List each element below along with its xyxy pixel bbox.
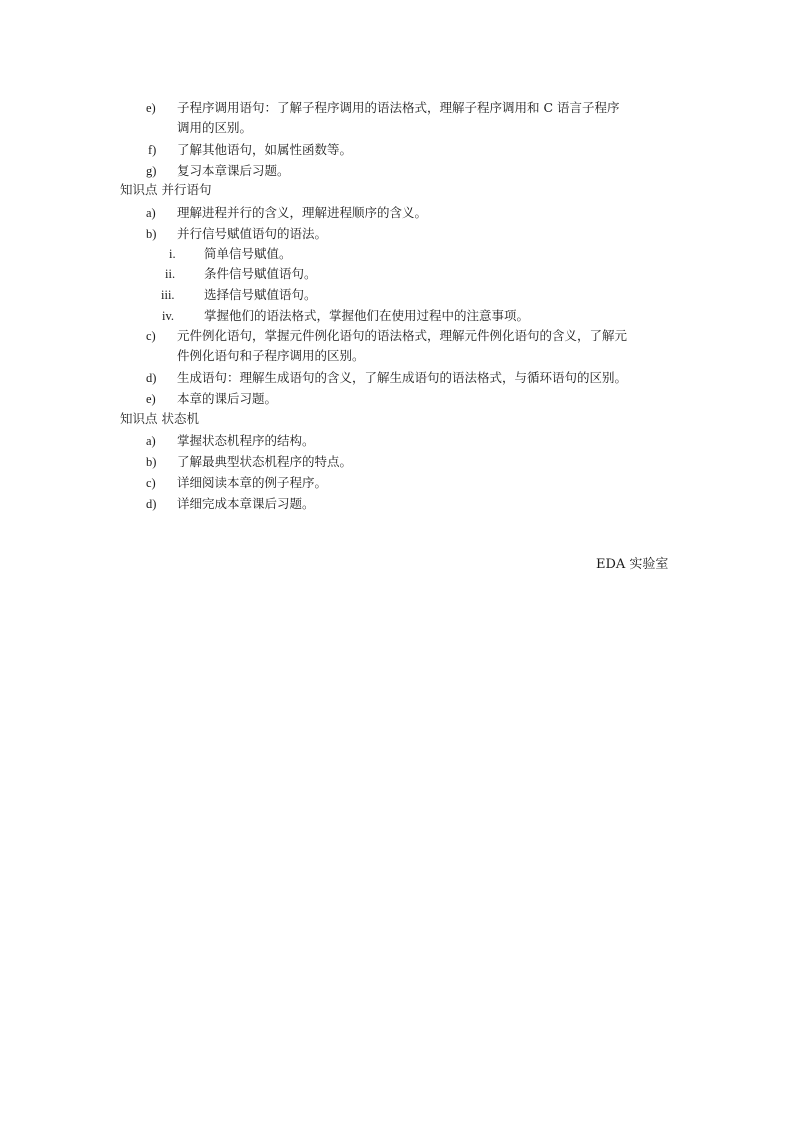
list-marker: a): [146, 206, 156, 220]
list-marker: a): [146, 434, 156, 448]
sublist-item-text: 选择信号赋值语句。: [204, 287, 317, 302]
sublist-item-text: 条件信号赋值语句。: [204, 266, 317, 281]
list-marker: d): [146, 497, 157, 511]
list-item-text: 理解进程并行的含义，理解进程顺序的含义。: [177, 205, 428, 220]
list-item-text: 并行信号赋值语句的语法。: [177, 226, 328, 241]
list-item-text: 生成语句：理解生成语句的含义，了解生成语句的语法格式，与循环语句的区别。: [177, 370, 628, 385]
list-marker: e): [146, 101, 156, 115]
list-item-text: 了解最典型状态机程序的特点。: [177, 454, 353, 469]
sublist-marker: ii.: [165, 267, 176, 281]
sublist-marker: iv.: [162, 309, 175, 323]
list-marker: d): [146, 371, 157, 385]
list-marker: c): [146, 476, 156, 490]
list-marker: e): [146, 392, 156, 406]
sublist-marker: i.: [169, 247, 176, 261]
list-item-text: 复习本章课后习题。: [177, 163, 290, 178]
list-marker: b): [146, 455, 157, 469]
list-item-text: 了解其他语句，如属性函数等。: [177, 142, 353, 157]
list-item-text: 本章的课后习题。: [177, 391, 278, 406]
sublist-marker: iii.: [161, 288, 175, 302]
section-heading: 知识点 并行语句: [120, 182, 212, 197]
list-item-text: 元件例化语句，掌握元件例化语句的语法格式，理解元件例化语句的含义，了解元: [177, 328, 628, 343]
footer-lab-name: EDA 实验室: [596, 557, 669, 572]
list-item-text: 详细完成本章课后习题。: [177, 496, 315, 511]
list-item-text-continued: 件例化语句和子程序调用的区别。: [177, 348, 365, 363]
list-item-text: 掌握状态机程序的结构。: [177, 433, 315, 448]
list-marker: g): [146, 164, 157, 178]
sublist-item-text: 简单信号赋值。: [204, 246, 292, 261]
section-heading: 知识点 状态机: [120, 411, 199, 426]
sublist-item-text: 掌握他们的语法格式，掌握他们在使用过程中的注意事项。: [204, 308, 530, 323]
list-marker: f): [148, 143, 157, 157]
list-marker: c): [146, 329, 156, 343]
list-marker: b): [146, 227, 157, 241]
list-item-text: 详细阅读本章的例子程序。: [177, 475, 328, 490]
list-item-text-continued: 调用的区别。: [177, 120, 253, 135]
list-item-text: 子程序调用语句：了解子程序调用的语法格式，理解子程序调用和 C 语言子程序: [177, 100, 620, 115]
